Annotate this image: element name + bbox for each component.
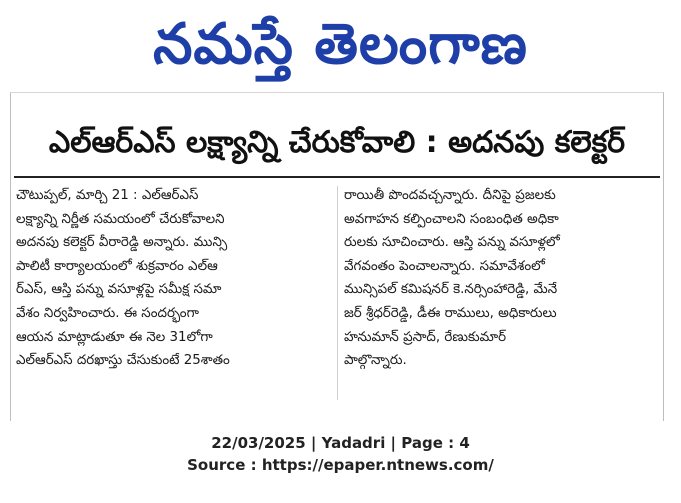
article-line: జర్ శ్రీధర్‌రెడ్డి, డీఈ రాములు, అధికారులు bbox=[344, 305, 557, 321]
headline-rule bbox=[14, 176, 660, 178]
date-edition-page: 22/03/2025 | Yadadri | Page : 4 bbox=[211, 434, 470, 452]
masthead bbox=[0, 0, 681, 90]
article-line: వేగవంతం పెంచాలన్నారు. సమావేశంలో bbox=[344, 258, 545, 274]
clipping-footer bbox=[0, 432, 681, 476]
article-line: రులకు సూచించారు. ఆస్తి పన్ను వసూళ్లలో bbox=[344, 235, 560, 251]
article-line: వేశం నిర్వహించారు. ఈ సందర్భంగా bbox=[16, 305, 199, 321]
article-column-left bbox=[16, 184, 334, 406]
article-line: లక్ష్యాన్ని నిర్ణీత సమయంలో చేరుకోవాలని bbox=[16, 211, 225, 227]
article-column-right bbox=[344, 184, 656, 406]
article-line: ఆయన మాట్లాడుతూ ఈ నెల 31లోగా bbox=[16, 329, 213, 345]
article-line: పాల్గొన్నారు. bbox=[344, 353, 407, 369]
article-line: మున్సిపల్ కమిషనర్ కె.నర్సింహారెడ్డి, మేనే bbox=[344, 282, 558, 298]
article-line: ఎల్‌ఆర్‌ఎస్ దరఖాస్తు చేసుకుంటే 25శాతం bbox=[16, 353, 230, 369]
article-line: హనుమాన్ ప్రసాద్, రేణుకుమార్ bbox=[344, 329, 507, 345]
newspaper-logo: నమస్తే తెలంగాణ bbox=[153, 12, 528, 77]
article-line: ర్‌ఎస్, ఆస్తి పన్ను వసూళ్లపై సమీక్ష సమా bbox=[16, 282, 222, 298]
article-line: పాలిటీ కార్యాలయంలో శుక్రవారం ఎల్‌ఆ bbox=[16, 258, 218, 274]
article-line: అవగాహన కల్పించాలని సంబంధిత అధికా bbox=[344, 211, 559, 227]
article-line: చౌటుప్పల్, మార్చి 21 : ఎల్‌ఆర్‌ఎస్ bbox=[16, 188, 199, 203]
article-line: అదనపు కలెక్టర్ వీరారెడ్డి అన్నారు. మున్సి bbox=[16, 235, 228, 251]
source-link[interactable]: Source : https://epaper.ntnews.com/ bbox=[187, 456, 494, 474]
article-line: రాయితీ పొందవచ్చన్నారు. దీనిపై ప్రజలకు bbox=[344, 188, 556, 203]
article-headline: ఎల్‌ఆర్‌ఎస్ లక్ష్యాన్ని చేరుకోవాలి : అదనపు కలెక్టర్ bbox=[48, 125, 626, 160]
column-divider bbox=[337, 186, 338, 400]
